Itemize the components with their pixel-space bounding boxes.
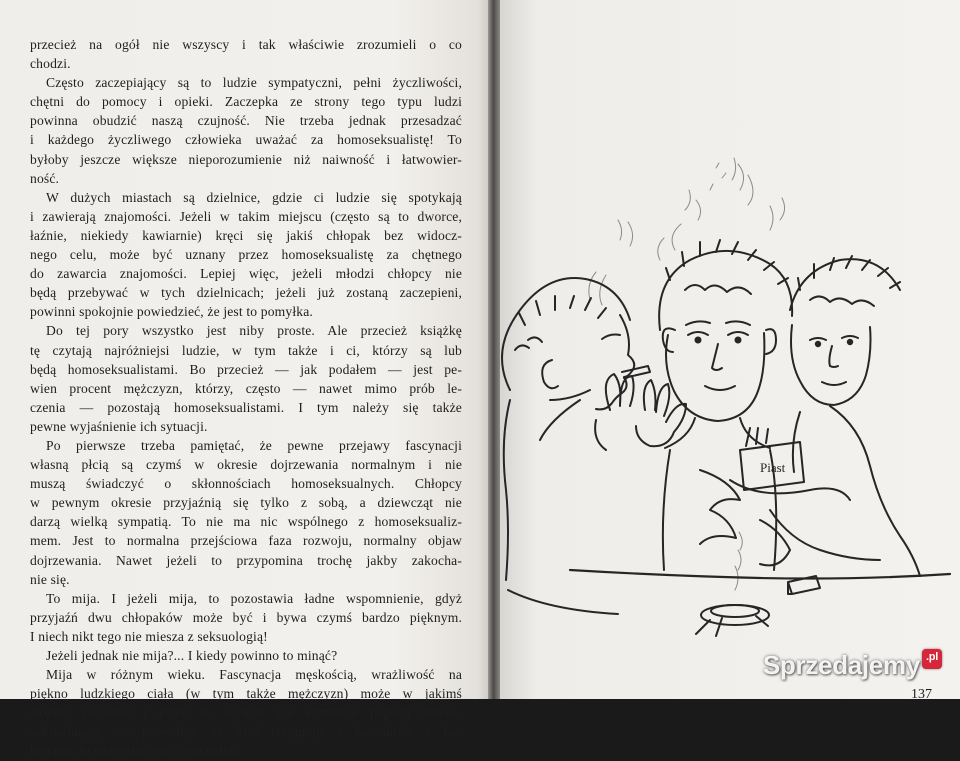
text-line: piękno ludzkiego ciała (w tym także mężczyzn) może w jakimś — [30, 686, 462, 702]
text-line: seksualnego, nie powoduje, że ktoś rezygnuje z kontaktów z ko- — [30, 724, 462, 740]
text-line: Jeżeli jednak nie mija?... I kiedy powinno to minąć? — [46, 648, 338, 663]
text-line: własną płcią są czymś w okresie dojrzewania normalnym i nie — [30, 457, 462, 473]
paragraph — [30, 665, 462, 760]
text-line: chętni do pomocy i opieki. Zaczepka ze strony tego typu ludzi — [30, 94, 462, 110]
text-line: i zawierają znajomości. Jeżeli w takim miejscu (często są to dworce, — [30, 208, 462, 224]
text-line: Po pierwsze trzeba pamiętać, że pewne przejawy fascynacji — [46, 437, 462, 453]
text-line: będą przebywać w tych dzielnicach; jeżeli już zostaną zaczepieni, — [30, 285, 462, 301]
paragraph — [30, 436, 462, 589]
text-line: nie się. — [30, 571, 70, 587]
text-line: przecież na ogół nie wszyscy i tak właściwie zrozumieli o co — [30, 37, 462, 52]
text-line: tę czytają najróżniejsi ludzie, w tym także i ci, którzy są lub — [30, 342, 462, 358]
text-line: Mija w różnym wieku. Fascynacja męskością, wrażliwość na — [46, 667, 462, 683]
paragraph — [30, 589, 462, 646]
text-line: powinni spokojnie powiedzieć, że jest to pomyłka. — [30, 304, 313, 320]
text-line: chodzi. — [30, 56, 71, 72]
text-line: stopniu pozostać i jeżeli to uczucie nie eliminuje popędu hetero- — [30, 705, 462, 721]
text-line: łaźnie, niekiedy kawiarnie) kręci się jakiś chłopak bez widocz- — [30, 227, 462, 243]
text-line: ność. — [30, 170, 60, 186]
text-line: do zawarcia znajomości. Lepiej więc, jeżeli młodzi chłopcy nie — [30, 266, 462, 282]
text-line: przyjaźń dwu chłopaków może być i bywa czymś bardzo pięknym. — [30, 609, 462, 625]
paragraph — [30, 35, 462, 73]
paragraph — [30, 188, 462, 322]
paragraph — [30, 321, 462, 436]
text-line: pewne wyjaśnienie ich sytuacji. — [30, 418, 208, 434]
text-line: czenia — pozostają homoseksualistami. I tym należy się także — [30, 399, 462, 415]
text-line: Często zaczepiający są to ludzie sympatyczni, pełni życzliwości, — [46, 75, 462, 91]
cigarette-pack-label: Piast — [760, 460, 786, 475]
text-line: W dużych miastach są dzielnice, gdzie ci ludzie się spotykają — [46, 189, 462, 205]
text-line: w pewnym okresie przyjaźnią się tylko z sobą, a dziewcząt nie — [30, 495, 462, 511]
text-line: Do tej pory wszystko jest niby proste. Ale przecież książkę — [46, 323, 462, 339]
watermark-badge-text: .pl — [926, 650, 938, 663]
paragraph — [30, 73, 462, 188]
page-number: 137 — [911, 687, 932, 702]
body-text — [30, 35, 462, 761]
text-line: i każdego życzliwego człowieka uważać za homoseksualistę! To — [30, 132, 462, 148]
text-line: darzą wielką sympatią. To nie ma nic wspólnego z homoseksualiz- — [30, 514, 462, 530]
paragraph — [30, 646, 462, 665]
text-line: I niech nikt tego nie miesza z seksuologią! — [30, 628, 268, 644]
watermark — [763, 650, 942, 681]
text-line: nego celu, może być uznany przez homoseksualistę za chętnego — [30, 247, 462, 263]
text-line: muszą świadczyć o skłonnościach homoseksualnych. Chłopcy — [30, 476, 462, 492]
text-line: wien procent mężczyzn, którzy, często — nawet mimo prób le- — [30, 380, 462, 396]
text-line: To mija. I jeżeli mija, to pozostawia ładne wspomnienie, gdyż — [46, 590, 462, 606]
text-line: mem. Jest to normalna przejściowa faza rozwoju, normalny objaw — [30, 533, 462, 549]
text-line: byłoby jeszcze większe nieporozumienie niż naiwność i łatwowier- — [30, 151, 462, 167]
text-line: powinna obudzić naszą czujność. Nie trzeba jednak przesadzać — [30, 113, 462, 129]
text-line: dojrzewania. Nawet jeżeli to przypomina trochę jakby zakocha- — [30, 552, 462, 568]
text-line: będą homoseksualistami. Bo przecież — jak podałem — jest pe- — [30, 361, 462, 377]
illustration-boys-smoking — [470, 150, 960, 670]
text-line: bietami, to wszystko jest w porządku. — [30, 743, 241, 759]
watermark-badge — [922, 649, 942, 669]
watermark-text: Sprzedajemy — [762, 650, 920, 680]
